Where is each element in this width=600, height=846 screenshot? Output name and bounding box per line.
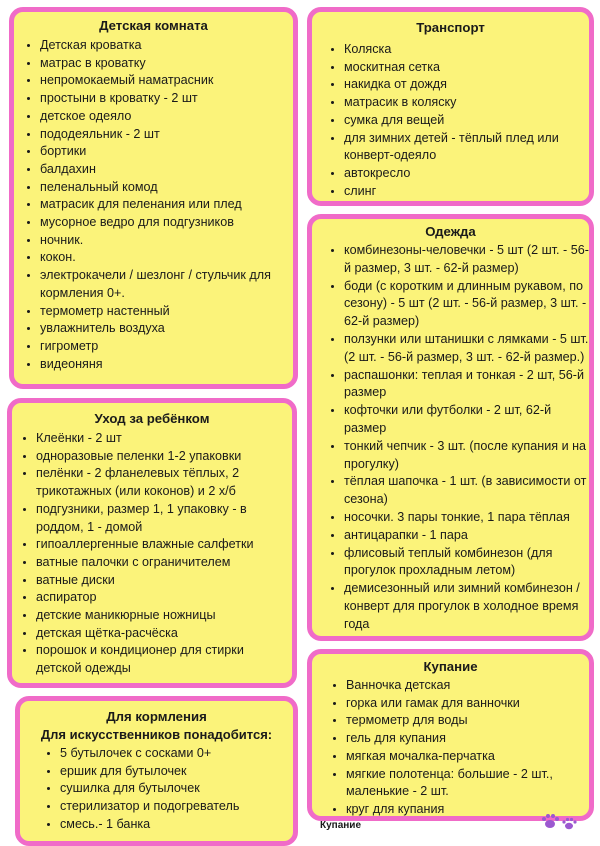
clothes-item: • антицарапки - 1 пара — [344, 527, 589, 545]
nursery-card — [9, 7, 298, 389]
bathing-item: • горка или гамак для ванночки — [346, 695, 589, 713]
care-title: Уход за ребёнком — [94, 411, 210, 426]
care-list — [12, 430, 292, 678]
nursery-item: • балдахин — [40, 161, 293, 179]
nursery-item: • гигрометр — [40, 338, 293, 356]
care-item: • пелёнки - 2 фланелевых тёплых, 2 трикотажных (или коконов) и 2 х/б — [36, 465, 292, 500]
feeding-card — [15, 696, 298, 846]
nursery-item: • непромокаемый наматрасник — [40, 72, 293, 90]
bathing-item: • гель для купания — [346, 730, 589, 748]
nursery-item: • Детская кроватка — [40, 37, 293, 55]
clothes-title: Одежда — [425, 224, 476, 239]
care-item: • ватные палочки с ограничителем — [36, 554, 292, 572]
feeding-item: • сушилка для бутылочек — [60, 780, 293, 798]
transport-item: • накидка от дождя — [344, 76, 589, 94]
clothes-item: • флисовый теплый комбинезон (для прогулок прохладным летом) — [344, 545, 589, 581]
nursery-item: • термометр настенный — [40, 303, 293, 321]
clothes-card — [307, 214, 594, 641]
care-item: • детские маникюрные ножницы — [36, 607, 292, 625]
nursery-list — [14, 37, 293, 373]
nursery-item: • увлажнитель воздуха — [40, 320, 293, 338]
feeding-list — [20, 745, 293, 834]
transport-item: • автокресло — [344, 165, 589, 183]
bathing-item: • Ванночка детская — [346, 677, 589, 695]
nursery-item: • детское одеяло — [40, 108, 293, 126]
bathing-card — [307, 649, 594, 821]
feeding-item: • ершик для бутылочек — [60, 763, 293, 781]
transport-title: Транспорт — [416, 20, 485, 35]
feeding-title: Для кормления — [106, 709, 207, 724]
clothes-item: • носочки. 3 пары тонкие, 1 пара тёплая — [344, 509, 589, 527]
nursery-item: • электрокачели / шезлонг / стульчик для кормления 0+. — [40, 267, 293, 302]
transport-list — [312, 41, 589, 200]
clothes-item: • кофточки или футболки - 2 шт, 62-й размер — [344, 402, 589, 438]
feeding-subtitle: Для искусственников понадобится: — [40, 727, 273, 742]
nursery-item: • бортики — [40, 143, 293, 161]
footer-caption: Купание — [320, 820, 362, 831]
clothes-item: • распашонки: теплая и тонкая - 2 шт, 56-й размер — [344, 367, 589, 403]
care-item: • ватные диски — [36, 572, 292, 590]
care-item: • порошок и кондиционер для стирки детской одежды — [36, 642, 292, 677]
nursery-item: • мусорное ведро для подгузников — [40, 214, 293, 232]
transport-item: • сумка для вещей — [344, 112, 589, 130]
feeding-item: • смесь.- 1 банка — [60, 816, 293, 834]
care-item: • аспиратор — [36, 589, 292, 607]
feeding-item: • 5 бутылочек с сосками 0+ — [60, 745, 293, 763]
care-item: • гипоаллергенные влажные салфетки — [36, 536, 292, 554]
nursery-item: • матрас в кроватку — [40, 55, 293, 73]
care-item: • детская щётка-расчёска — [36, 625, 292, 643]
clothes-list — [312, 242, 589, 634]
nursery-item: • кокон. — [40, 249, 293, 267]
transport-card — [307, 7, 594, 206]
nursery-item: • видеоняня — [40, 356, 293, 374]
care-item: • подгузники, размер 1, 1 упаковку - в роддом, 1 - домой — [36, 501, 292, 536]
nursery-item: • матрасик для пеленания или плед — [40, 196, 293, 214]
clothes-item: • тёплая шапочка - 1 шт. (в зависимости от сезона) — [344, 473, 589, 509]
paw-print-icon — [540, 812, 580, 832]
transport-item: • Коляска — [344, 41, 589, 59]
nursery-item: • ночник. — [40, 232, 293, 250]
clothes-item: • комбинезоны-человечки - 5 шт (2 шт. - 56-й размер, 3 шт. - 62-й размер) — [344, 242, 589, 278]
bathing-item: • круг для купания — [346, 801, 589, 819]
nursery-item: • простыни в кроватку - 2 шт — [40, 90, 293, 108]
bathing-list — [312, 677, 589, 819]
bathing-item: • мягкая мочалка-перчатка — [346, 748, 589, 766]
transport-item: • матрасик в коляску — [344, 94, 589, 112]
care-item: • Клеёнки - 2 шт — [36, 430, 292, 448]
bathing-title: Купание — [423, 659, 478, 674]
nursery-item: • пододеяльник - 2 шт — [40, 126, 293, 144]
bathing-item: • мягкие полотенца: большие - 2 шт., маленькие - 2 шт. — [346, 766, 589, 801]
care-item: • одноразовые пеленки 1-2 упаковки — [36, 448, 292, 466]
feeding-item: • стерилизатор и подогреватель — [60, 798, 293, 816]
clothes-item: • демисезонный или зимний комбинезон / конверт для прогулок в холодное время года — [344, 580, 589, 633]
transport-item: • москитная сетка — [344, 59, 589, 77]
clothes-item: • тонкий чепчик - 3 шт. (после купания и на прогулку) — [344, 438, 589, 474]
transport-item: • для зимних детей - тёплый плед или конверт-одеяло — [344, 130, 589, 165]
nursery-item: • пеленальный комод — [40, 179, 293, 197]
transport-item: • слинг — [344, 183, 589, 201]
nursery-title: Детская комната — [99, 18, 208, 33]
care-card — [7, 398, 297, 688]
bathing-item: • термометр для воды — [346, 712, 589, 730]
clothes-item: • ползунки или штанишки с лямками - 5 шт. (2 шт. - 56-й размер, 3 шт. - 62-й размер.) — [344, 331, 589, 367]
clothes-item: • боди (с коротким и длинным рукавом, по сезону) - 5 шт (2 шт. - 56-й размер, 3 шт. - 62-й размер) — [344, 278, 589, 331]
